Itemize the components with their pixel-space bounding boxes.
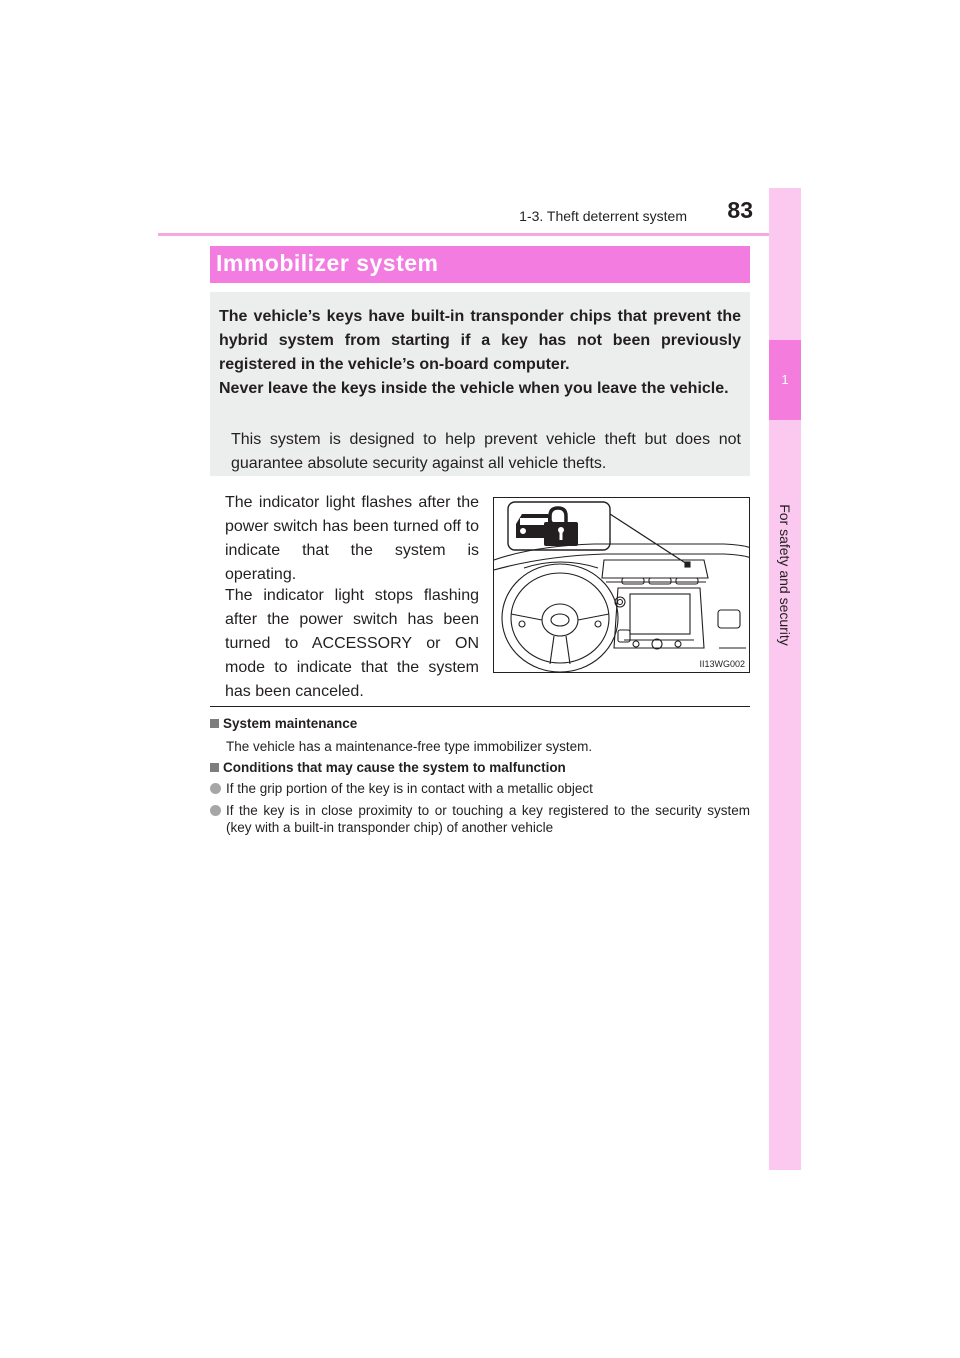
circle-bullet-icon <box>210 805 221 816</box>
malfunction-item: If the grip portion of the key is in contact with a metallic object <box>226 781 593 796</box>
illustration-code: II13WG002 <box>699 659 745 669</box>
page-number: 83 <box>727 197 753 223</box>
intro-paragraph-1: The vehicle’s keys have built-in transponder chips that prevent the hybrid system from starting if a key has not been previously registered in the vehicle’s on-board computer. <box>219 308 741 373</box>
chapter-number: 1 <box>781 372 789 387</box>
intro-note: This system is designed to help prevent vehicle theft but does not guarantee absolute security against all vehicle thefts. <box>231 431 741 472</box>
intro-paragraph-2: Never leave the keys inside the vehicle when you leave the vehicle. <box>219 380 729 397</box>
chapter-title-vertical <box>764 460 806 690</box>
body-paragraph-2: The indicator light stops flashing after the power switch has been turned to ACCESSORY or ON mode to indicate that the system has been canceled. <box>225 587 479 700</box>
circle-bullet-icon <box>210 783 221 794</box>
immobilizer-indicator-icon <box>516 508 578 546</box>
section-title: Immobilizer system <box>216 250 439 276</box>
chapter-title: For safety and security <box>777 504 793 646</box>
malfunction-item: If the key is in close proximity to or touching a key registered to the security system (key with a built-in transponder chip) of another vehicle <box>226 803 750 835</box>
header-rule <box>158 233 801 236</box>
maintenance-heading: System maintenance <box>210 716 357 731</box>
dashboard-drawing <box>494 498 750 673</box>
square-bullet-icon <box>210 719 219 728</box>
dashboard-illustration <box>493 497 750 673</box>
malfunction-heading: Conditions that may cause the system to malfunction <box>210 760 566 775</box>
square-bullet-icon <box>210 763 219 772</box>
section-divider <box>210 706 750 707</box>
section-reference: 1-3. Theft deterrent system <box>519 208 687 224</box>
maintenance-text: The vehicle has a maintenance-free type immobilizer system. <box>226 739 593 754</box>
body-paragraph-1: The indicator light flashes after the power switch has been turned off to indicate that the system is operating. <box>225 494 479 583</box>
